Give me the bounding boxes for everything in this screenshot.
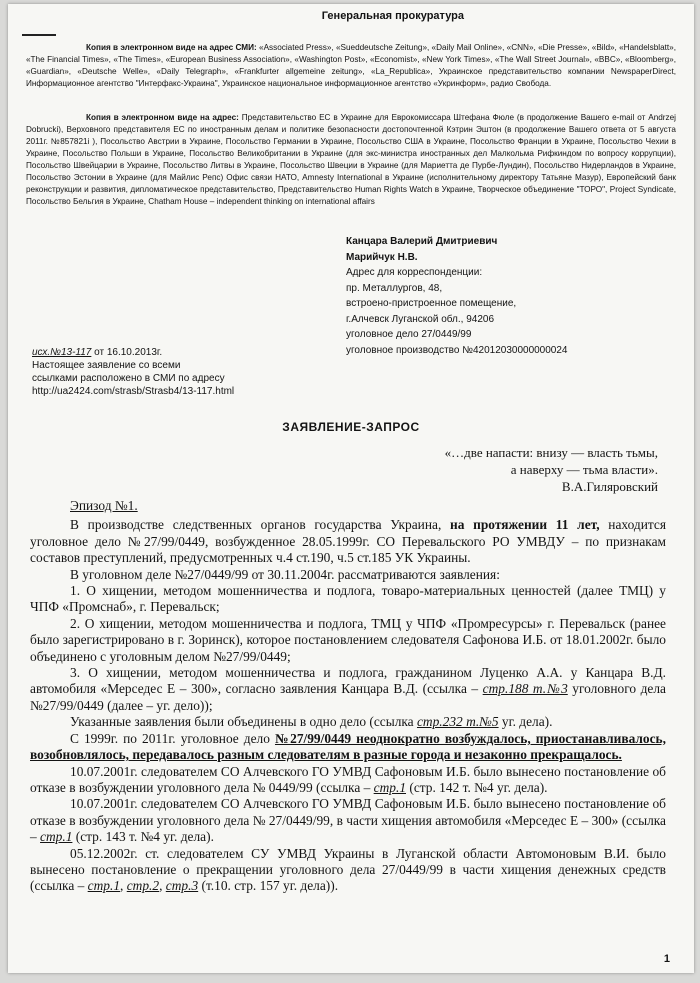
address-line: встроено-пристроенное помещение, (346, 298, 517, 309)
media-copy-block (26, 42, 676, 90)
reference-url[interactable]: http://ua2424.com/strasb/Strasb4/13-117.html (32, 386, 235, 397)
text-run: 10.07.2001г. следователем СО Алчевского ГО УМВД Сафоновым И.Б. было вынесено постановление об отказе в возбуждении уголовного дела № 0449/99 (ссылка – (30, 763, 666, 795)
sender-name-2: Марийчук Н.В. (346, 251, 418, 263)
embassy-copy-block (26, 112, 676, 208)
media-copy-label: Копия в электронном виде на адрес СМИ: (86, 43, 257, 52)
media-copy-text: «Associated Press», «Sueddeutsche Zeitung», «Daily Mail Online», «CNN», «Die Presse», «Bild», «Handelsblatt», «The Financial Times», «The Times», «European Business Association», «Washington Post», «Economist», «New York Times», «The Wall Street Journal», «BBC», «Bloomberg», «Guardian», «Deutsche Welle», «Daily Telegraph», «Frankfurter allgemeine zeitung», «La_Republica», Украинское представительство компании NewspaperDirect, Информационное агентство "Интерфакс-Украина", Украинское национальное информационное агентство «Укринформ», радио Свобода. (26, 43, 677, 88)
address-line: уголовное производство №42012030000000024 (346, 344, 568, 356)
text-run: (стр. 142 т. №4 уг. дела). (406, 779, 548, 795)
text-run: 10.07.2001г. следователем СО Алчевского ГО УМВД Сафоновым И.Б. было вынесено постановление об отказе в возбуждении уголовного дела № 27/0449/99, в части хищения автомобиля «Мерседес Е – 300» (ссылка – (30, 796, 666, 845)
sender-address (346, 234, 676, 358)
text-run: , (120, 878, 127, 894)
outgoing-reference (32, 346, 292, 398)
body-paragraph: В уголовном деле №27/0449/99 от 30.11.2004г. рассматриваются заявления: (70, 566, 500, 582)
document-page (8, 4, 694, 973)
text-run: 05.12.2002г. ст. следователем СУ УМВД Украины в Луганской области Автомоновым В.И. было вынесено постановление о прекращении уголовного дела 27/0449/99 в части хищения денежных средств (ссылка – (30, 845, 666, 894)
epigraph-line: а наверху — тьма власти». (510, 462, 658, 477)
reference-date: от 16.10.2013г. (91, 347, 163, 358)
list-item: 2. О хищении, методом мошенничества и подлога, ТМЦ у ЧПФ «Промресурсы» г. Перевальск (ранее было зарегистрировано в г. Зоринск), которое постановлением следователя Сафонова И.Б. от 18.01.2002г. было объединено с уголовным делом №27/99/0449; (30, 615, 666, 664)
body-paragraph (30, 714, 666, 730)
text-run: уголовного дела №27/99/0449 (далее – уг. дело)); (30, 681, 666, 713)
text-run: В производстве следственных органов государства Украина, (70, 517, 451, 533)
addressee-header: Генеральная прокуратура (321, 10, 464, 22)
epigraph-line: «…две напасти: внизу — власть тьмы, (444, 445, 658, 460)
document-body (30, 498, 666, 895)
address-line: Адрес для корреспонденции: (346, 267, 483, 278)
text-run: Указанные заявления были объединены в одно дело (ссылка (70, 714, 417, 730)
body-paragraph (30, 517, 666, 566)
reference-note-line: Настоящее заявление со всеми (32, 360, 181, 371)
text-run: (стр. 143 т. №4 уг. дела). (72, 829, 214, 845)
epigraph (298, 444, 658, 495)
list-item: 1. О хищении, методом мошенничества и подлога, товаро-материальных ценностей (далее ТМЦ) у ЧПФ «Промснаб», г. Перевальск; (30, 583, 666, 615)
epigraph-author: В.А.Гиляровский (561, 479, 658, 494)
page-number: 1 (663, 953, 670, 965)
address-line: уголовное дело 27/0449/99 (346, 329, 472, 340)
reference-number: исх.№13-117 (32, 347, 92, 358)
text-run: С 1999г. по 2011г. уголовное дело (70, 730, 275, 746)
address-line: г.Алчевск Луганской обл., 94206 (346, 313, 495, 325)
embassy-copy-text: Представительство ЕС в Украине для Еврокомиссара Штефана Фюле (в продолжение Вашего e-mail от Andrzej Dobrucki), Верховного представителя ЕС по иностранным делам и политике безопасности достопочтенной Кэтрин Эштон (в продолжение Вашего ответа от 5 августа 2011г. №857821i ), Посольство Австрии в Украине, Посольство Германии в Украине, Посольство США в Украине, Посольство Франции в Украине, Посольство Чехии в Украине, Посольство Польши в Украине, Посольство Великобритании в Украине (для экс-министра иностранных дел Малкольма Рифкиндом по вопросу коррупции), Посольство Швейцарии в Украине, Посольство Литвы в Украине, Посольство Швеции в Украине (для Мариетта де Пурбе-Лундин), Посольство Нидерландов в Украине, Посольство Эстонии в Украине (для Майлис Репс) Офис связи НАТО, Amnesty International в Украине (исполнительному директору Татьяне Мазур), Европейский банк реконструкции и развития, дипломатическое представительство, Представительство Human Rights Watch в Украине, Творческое объединение "ТОРО", Project Syndicate, Посольство Бельгия в Украине, Chatham House – independent thinking on international affairs (26, 113, 676, 206)
text-run: 3. О хищении, методом мошенничества и подлога, гражданином Луценко А.А. у Канцара В.Д. автомобиля «Мерседес Е – 300», согласно заявления Канцара В.Д. (ссылка – (30, 665, 666, 697)
text-run: (т.10. стр. 157 уг. дела)). (198, 878, 339, 894)
reference-link[interactable]: стр.188 т.№3 (482, 681, 568, 697)
embassy-copy-label: Копия в электронном виде на адрес: (86, 113, 239, 122)
header-rule (22, 34, 56, 36)
text-run: , (159, 878, 166, 894)
reference-note-line: ссылками расположено в СМИ по адресу (32, 373, 225, 384)
body-paragraph (30, 731, 666, 764)
reference-link[interactable]: стр.3 (165, 878, 199, 894)
reference-link[interactable]: стр.2 (126, 878, 160, 894)
text-run-bold: на протяжении 11 лет, (450, 517, 600, 533)
reference-link[interactable]: стр.1 (40, 829, 73, 845)
text-run-bold: №27/99/0449 неоднократно возбуждалось, приостанавливалось, возобновлялось, передавалось разным следователям в разные города и незаконно прекращалось. (30, 730, 666, 763)
text-run: уг. дела). (498, 714, 553, 730)
list-item (30, 665, 666, 714)
document-title: ЗАЯВЛЕНИЕ-ЗАПРОС (282, 420, 420, 434)
body-paragraph (30, 764, 666, 797)
sender-name-1: Канцара Валерий Дмитриевич (346, 236, 498, 247)
reference-link[interactable]: стр.232 т.№5 (416, 714, 499, 730)
reference-link[interactable]: стр.1 (373, 779, 407, 795)
episode-heading: Эпизод №1. (70, 498, 138, 513)
body-paragraph (30, 796, 666, 845)
reference-link[interactable]: стр.1 (87, 878, 121, 894)
address-line: пр. Металлургов, 48, (346, 282, 443, 294)
text-run: находится уголовное дело №27/99/0449, возбужденное 28.05.1999г. СО Перевальского РО УМВДУ – по признакам составов преступлений, предусмотренных ч.4 ст.190, ч.5 ст.185 УК Украины. (30, 517, 666, 566)
body-paragraph (30, 846, 666, 895)
